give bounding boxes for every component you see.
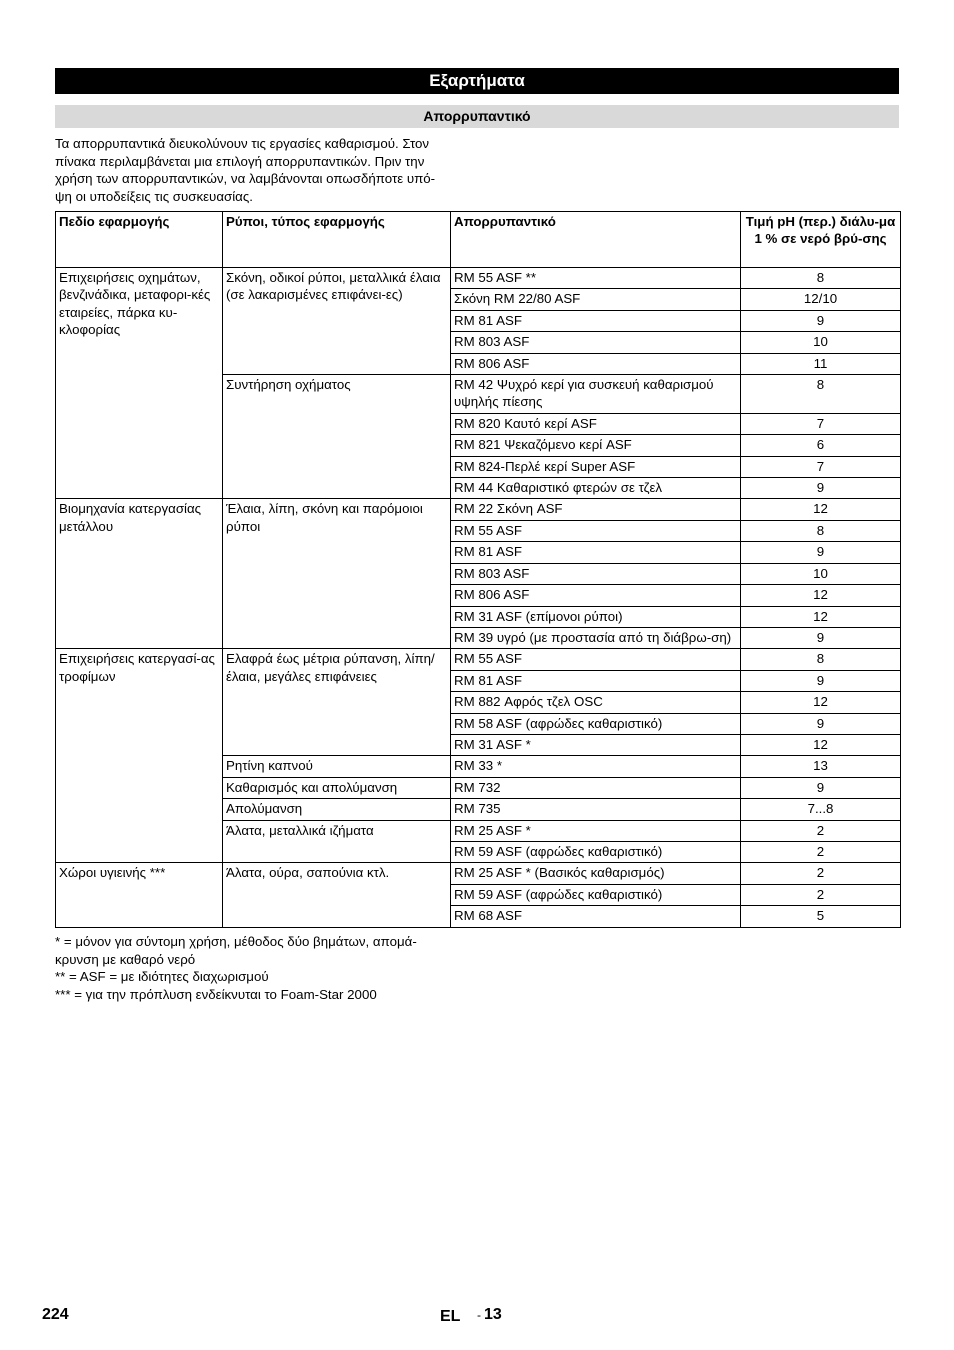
cell-detergent: RM 81 ASF: [451, 542, 741, 563]
cell-dirt: Σκόνη, οδικοί ρύποι, μεταλλικά έλαια (σε λακαρισμένες επιφάνει-ες): [223, 268, 451, 375]
section-title: Εξαρτήματα: [55, 68, 899, 94]
cell-ph: 12: [741, 692, 901, 713]
cell-ph: 10: [741, 332, 901, 353]
cell-ph: 8: [741, 268, 901, 289]
column-header-ph: Τιμή pH (περ.) διάλυ-μα 1 % σε νερό βρύ-σης: [741, 212, 901, 268]
cell-detergent: RM 803 ASF: [451, 563, 741, 584]
cell-field: Επιχειρήσεις κατεργασί-ας τροφίμων: [56, 649, 223, 863]
table-row: [56, 649, 901, 670]
table-row: [56, 268, 901, 289]
cell-ph: 12: [741, 606, 901, 627]
table-row: [56, 863, 901, 884]
cell-detergent: RM 39 υγρό (με προστασία από τη διάβρω-ση): [451, 627, 741, 648]
column-header-detergent: Απορρυπαντικό: [451, 212, 741, 268]
page-number: 224: [42, 1306, 69, 1323]
cell-dirt: Άλατα, ούρα, σαπούνια κτλ.: [223, 863, 451, 927]
detergent-table: [55, 211, 901, 928]
cell-ph: 9: [741, 627, 901, 648]
cell-ph: 8: [741, 649, 901, 670]
cell-ph: 11: [741, 353, 901, 374]
cell-ph: 7...8: [741, 799, 901, 820]
footnotes: [55, 933, 475, 1003]
cell-detergent: RM 31 ASF (επίμονοι ρύποι): [451, 606, 741, 627]
cell-ph: 13: [741, 756, 901, 777]
sub-page-value: 13: [484, 1306, 502, 1323]
cell-ph: 8: [741, 375, 901, 414]
cell-ph: 6: [741, 435, 901, 456]
column-header-dirt: Ρύποι, τύπος εφαρμογής: [223, 212, 451, 268]
cell-ph: 9: [741, 670, 901, 691]
cell-detergent: RM 55 ASF: [451, 520, 741, 541]
cell-detergent: RM 824-Περλέ κερί Super ASF: [451, 456, 741, 477]
cell-dirt: Έλαια, λίπη, σκόνη και παρόμοιοι ρύποι: [223, 499, 451, 649]
language-code: EL: [440, 1308, 461, 1325]
cell-ph: 12: [741, 585, 901, 606]
cell-detergent: RM 42 Ψυχρό κερί για συσκευή καθαρισμού υψηλής πίεσης: [451, 375, 741, 414]
sub-page-number: - 13: [477, 1306, 502, 1323]
cell-ph: 2: [741, 841, 901, 862]
section-subtitle: Απορρυπαντικό: [55, 105, 899, 128]
cell-ph: 9: [741, 777, 901, 798]
cell-detergent: RM 55 ASF: [451, 649, 741, 670]
cell-dirt: Ρητίνη καπνού: [223, 756, 451, 777]
cell-detergent: RM 59 ASF (αφρώδες καθαριστικό): [451, 841, 741, 862]
cell-detergent: RM 55 ASF **: [451, 268, 741, 289]
cell-field: Επιχειρήσεις οχημάτων, βενζινάδικα, μεταφορι-κές εταιρείες, πάρκα κυ-κλοφορίας: [56, 268, 223, 499]
cell-dirt: Ελαφρά έως μέτρια ρύπανση, λίπη/έλαια, μεγάλες επιφάνειες: [223, 649, 451, 756]
cell-ph: 9: [741, 542, 901, 563]
cell-field: Χώροι υγιεινής ***: [56, 863, 223, 927]
cell-detergent: RM 25 ASF * (Βασικός καθαρισμός): [451, 863, 741, 884]
cell-detergent: RM 806 ASF: [451, 353, 741, 374]
cell-detergent: RM 44 Καθαριστικό φτερών σε τζελ: [451, 478, 741, 499]
cell-ph: 9: [741, 310, 901, 331]
cell-ph: 7: [741, 413, 901, 434]
cell-detergent: RM 25 ASF *: [451, 820, 741, 841]
footnote-1: * = μόνον για σύντομη χρήση, μέθοδος δύο βημάτων, απομά- κρυνση με καθαρό νερό: [55, 934, 417, 967]
cell-detergent: RM 732: [451, 777, 741, 798]
cell-ph: 12: [741, 499, 901, 520]
intro-paragraph: Τα απορρυπαντικά διευκολύνουν τις εργασίες καθαρισμού. Στον πίνακα περιλαμβάνεται μια επιλογή απορρυπαντικών. Πριν την χρήση των απορρυπαντικών, να λαμβάνονται οπωσδήποτε υπό- ψη οι υποδείξεις τις συσκευασίας.: [55, 136, 436, 204]
cell-dirt: Άλατα, μεταλλικά ιζήματα: [223, 820, 451, 863]
cell-field: Βιομηχανία κατεργασίας μετάλλου: [56, 499, 223, 649]
cell-dirt: Συντήρηση οχήματος: [223, 375, 451, 499]
cell-ph: 9: [741, 713, 901, 734]
cell-detergent: RM 821 Ψεκαζόμενο κερί ASF: [451, 435, 741, 456]
cell-detergent: RM 81 ASF: [451, 670, 741, 691]
cell-ph: 12: [741, 734, 901, 755]
cell-detergent: RM 81 ASF: [451, 310, 741, 331]
cell-dirt: Απολύμανση: [223, 799, 451, 820]
cell-ph: 2: [741, 863, 901, 884]
column-header-field: Πεδίο εφαρμογής: [56, 212, 223, 268]
cell-ph: 12/10: [741, 289, 901, 310]
cell-ph: 8: [741, 520, 901, 541]
cell-detergent: RM 22 Σκόνη ASF: [451, 499, 741, 520]
cell-detergent: RM 882 Αφρός τζελ OSC: [451, 692, 741, 713]
cell-detergent: RM 68 ASF: [451, 906, 741, 927]
cell-ph: 10: [741, 563, 901, 584]
cell-detergent: RM 803 ASF: [451, 332, 741, 353]
cell-ph: 2: [741, 884, 901, 905]
cell-detergent: Σκόνη RM 22/80 ASF: [451, 289, 741, 310]
footnote-2: ** = ASF = με ιδιότητες διαχωρισμού: [55, 969, 269, 985]
cell-ph: 2: [741, 820, 901, 841]
cell-ph: 9: [741, 478, 901, 499]
table-row: [56, 499, 901, 520]
cell-detergent: RM 31 ASF *: [451, 734, 741, 755]
cell-dirt: Καθαρισμός και απολύμανση: [223, 777, 451, 798]
cell-ph: 5: [741, 906, 901, 927]
cell-detergent: RM 806 ASF: [451, 585, 741, 606]
table-header-row: [56, 212, 901, 268]
cell-detergent: RM 735: [451, 799, 741, 820]
footnote-3: *** = για την πρόπλυση ενδείκνυται το Foam-Star 2000: [55, 986, 377, 1002]
cell-detergent: RM 58 ASF (αφρώδες καθαριστικό): [451, 713, 741, 734]
cell-ph: 7: [741, 456, 901, 477]
table-body: [56, 268, 901, 928]
cell-detergent: RM 59 ASF (αφρώδες καθαριστικό): [451, 884, 741, 905]
cell-detergent: RM 33 *: [451, 756, 741, 777]
cell-detergent: RM 820 Καυτό κερί ASF: [451, 413, 741, 434]
